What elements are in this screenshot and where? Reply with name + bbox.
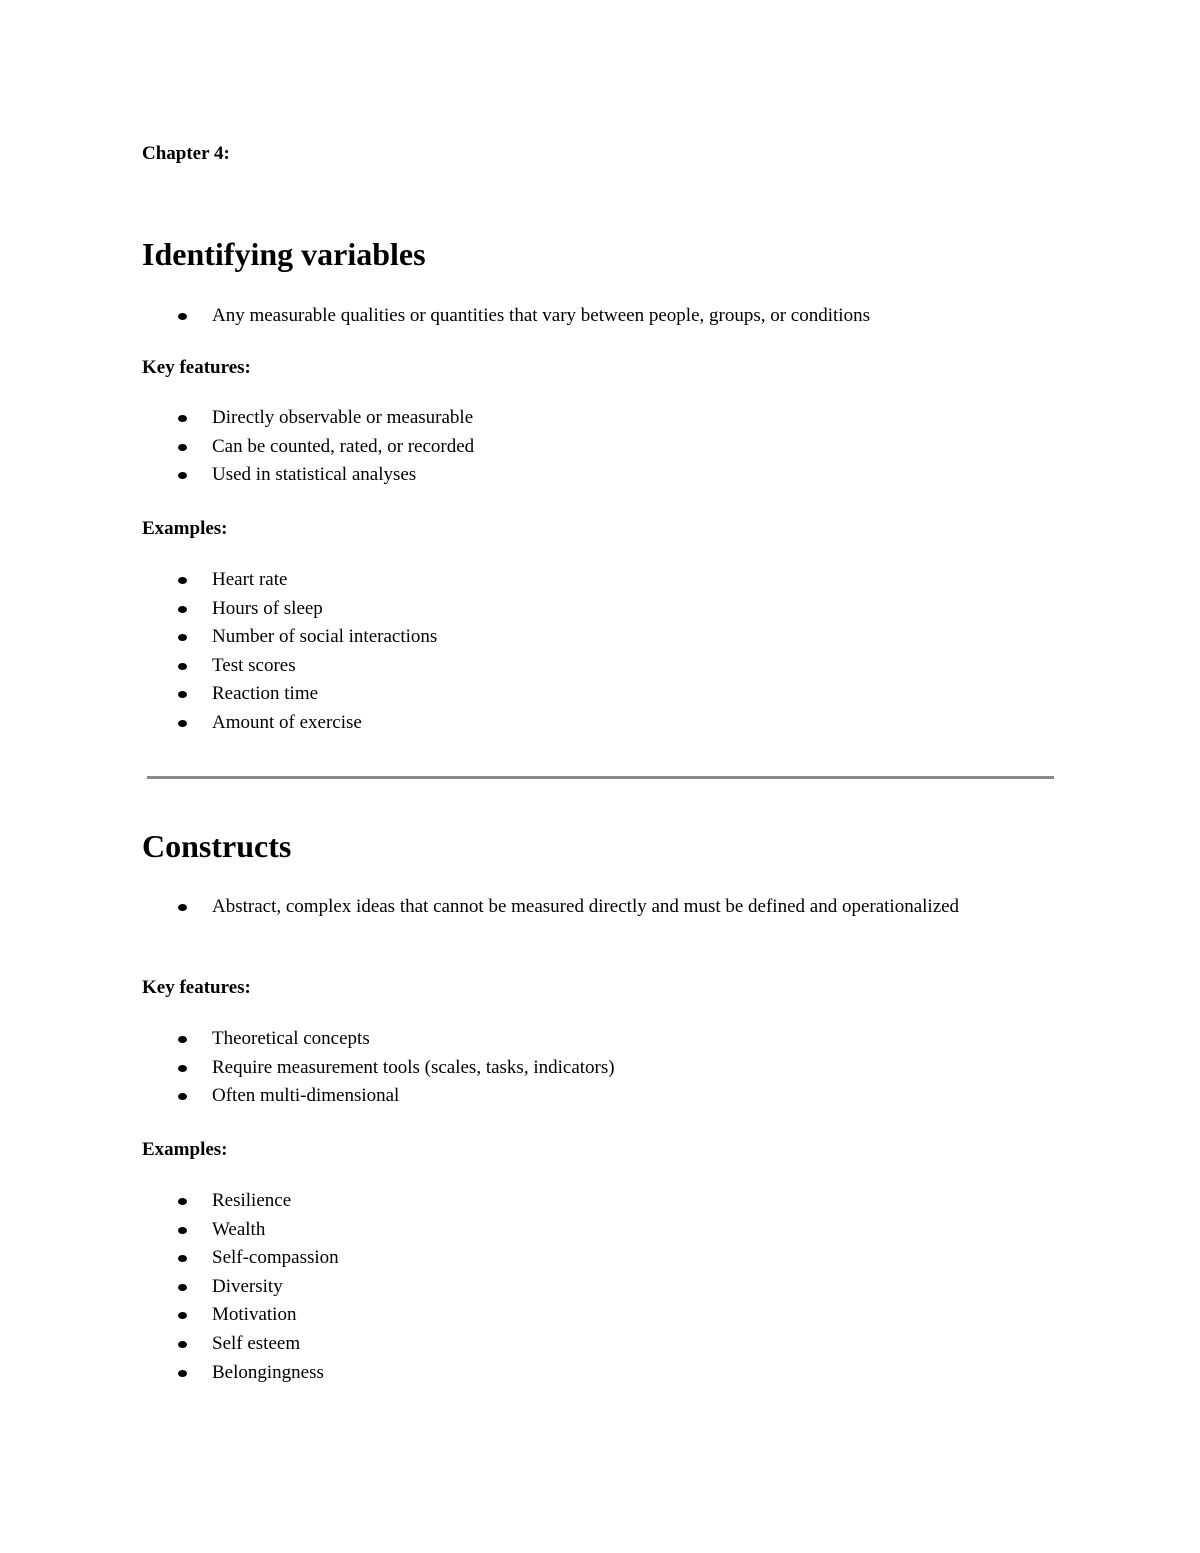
list-item: Diversity	[142, 1273, 1002, 1302]
bullet-icon	[178, 1341, 187, 1348]
chapter-title: Chapter 4:	[142, 143, 230, 164]
horizontal-divider	[147, 776, 1054, 779]
list-item: Self esteem	[142, 1330, 1002, 1359]
bullet-icon	[178, 720, 187, 727]
constructs-features-label: Key features:	[142, 977, 251, 998]
bullet-icon	[178, 1255, 187, 1262]
bullet-icon	[178, 1227, 187, 1234]
list-item: Resilience	[142, 1187, 1002, 1216]
bullet-icon	[178, 904, 187, 911]
list-item: Amount of exercise	[142, 709, 1002, 738]
list-item: Require measurement tools (scales, tasks, indicators)	[142, 1054, 1002, 1083]
section-heading-constructs: Constructs	[142, 828, 292, 864]
list-item: Can be counted, rated, or recorded	[142, 433, 1002, 462]
bullet-icon	[178, 1065, 187, 1072]
list-item: Number of social interactions	[142, 623, 1002, 652]
variables-features-list	[142, 404, 1002, 490]
bullet-icon	[178, 606, 187, 613]
constructs-definition-list	[142, 893, 1002, 922]
bullet-icon	[178, 1036, 187, 1043]
bullet-icon	[178, 444, 187, 451]
list-item: Belongingness	[142, 1359, 1002, 1388]
list-item: Used in statistical analyses	[142, 461, 1002, 490]
variables-examples-label: Examples:	[142, 518, 228, 539]
list-item: Reaction time	[142, 680, 1002, 709]
bullet-icon	[178, 313, 187, 320]
constructs-examples-label: Examples:	[142, 1139, 228, 1160]
bullet-icon	[178, 634, 187, 641]
section-heading-variables: Identifying variables	[142, 236, 426, 272]
bullet-icon	[178, 472, 187, 479]
list-item: Heart rate	[142, 566, 1002, 595]
bullet-icon	[178, 1198, 187, 1205]
list-item: Wealth	[142, 1216, 1002, 1245]
list-item: Test scores	[142, 652, 1002, 681]
bullet-icon	[178, 663, 187, 670]
list-item: Self-compassion	[142, 1244, 1002, 1273]
list-item: Often multi-dimensional	[142, 1082, 1002, 1111]
list-item: Motivation	[142, 1301, 1002, 1330]
constructs-examples-list	[142, 1187, 1002, 1387]
bullet-icon	[178, 1093, 187, 1100]
list-item: Abstract, complex ideas that cannot be measured directly and must be defined and operationalized	[142, 893, 1002, 922]
list-item: Directly observable or measurable	[142, 404, 1002, 433]
bullet-icon	[178, 1370, 187, 1377]
variables-examples-list	[142, 566, 1002, 738]
list-item: Theoretical concepts	[142, 1025, 1002, 1054]
variables-features-label: Key features:	[142, 357, 251, 378]
bullet-icon	[178, 577, 187, 584]
bullet-icon	[178, 1284, 187, 1291]
bullet-icon	[178, 1312, 187, 1319]
bullet-icon	[178, 415, 187, 422]
bullet-icon	[178, 691, 187, 698]
list-item: Any measurable qualities or quantities that vary between people, groups, or conditions	[142, 302, 1002, 331]
list-item: Hours of sleep	[142, 595, 1002, 624]
variables-definition-list	[142, 302, 1002, 331]
constructs-features-list	[142, 1025, 1002, 1111]
